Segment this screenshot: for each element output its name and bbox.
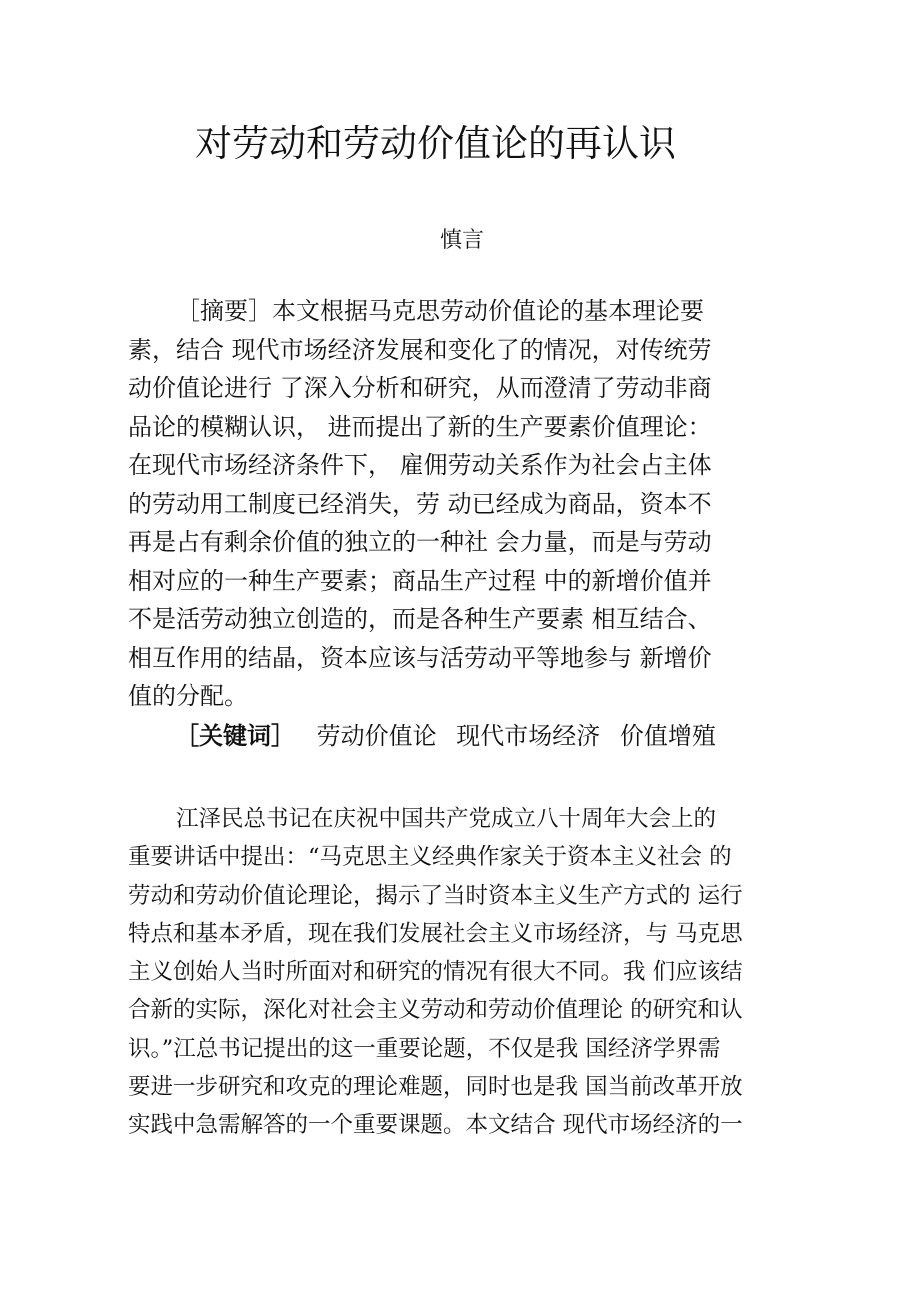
keyword-item: 价值增殖 bbox=[619, 722, 716, 750]
abstract-line: 不是活劳动独立创造的，而是各种生产要素 相互结合、 bbox=[128, 605, 712, 633]
body-line: 劳动和劳动价值论理论，揭示了当时资本主义生产方式的 运行 bbox=[128, 882, 743, 909]
abstract-line: 值的分配。 bbox=[128, 682, 248, 710]
keyword-item: 劳动价值论 bbox=[316, 722, 437, 750]
keywords-line bbox=[175, 717, 728, 755]
abstract-line: 动价值论进行 了深入分析和研究，从而澄清了劳动非商 bbox=[128, 374, 712, 402]
body-line: 特点和基本矛盾，现在我们发展社会主义市场经济，与 马克思 bbox=[128, 920, 743, 947]
abstract-line: 相对应的一种生产要素；商品生产过程 中的新增价值并 bbox=[128, 566, 712, 595]
author-name: 慎言 bbox=[440, 228, 485, 253]
body-line: 重要讲话中提出：“马克思主义经典作家关于资本主义社会 的 bbox=[128, 844, 732, 871]
body-paragraph bbox=[128, 800, 808, 1145]
abstract-section bbox=[128, 292, 808, 716]
body-line: 江泽民总书记在庆祝中国共产党成立八十周年大会上的 bbox=[176, 806, 717, 832]
body-line: 实践中急需解答的一个重要课题。本文结合 现代市场经济的一 bbox=[128, 1112, 743, 1139]
abstract-line: 再是占有剩余价值的独立的一种社 会力量，而是与劳动 bbox=[128, 528, 712, 556]
body-line: 要进一步研究和攻克的理论难题，同时也是我 国当前改革开放 bbox=[128, 1074, 743, 1101]
abstract-line: 相互作用的结晶，资本应该与活劳动平等地参与 新增价 bbox=[128, 643, 712, 672]
body-line: 识。”江总书记提出的这一重要论题，不仅是我 国经济学界需 bbox=[128, 1035, 721, 1062]
body-line: 主义创始人当时所面对和研究的情况有很大不同。我 们应该结 bbox=[128, 959, 743, 986]
document-title: 对劳动和劳动价值论的再认识 bbox=[195, 122, 676, 165]
body-line: 合新的实际，深化对社会主义劳动和劳动价值理论 的研究和认 bbox=[128, 997, 743, 1024]
keyword-item: 现代市场经济 bbox=[456, 722, 601, 750]
abstract-line: ［摘要］本文根据马克思劳动价值论的基本理论要 bbox=[176, 297, 704, 325]
abstract-line: 素，结合 现代市场经济发展和变化了的情况，对传统劳 bbox=[128, 335, 712, 364]
keywords-label: ［关键词］ bbox=[175, 722, 295, 750]
abstract-line: 品论的模糊认识， 进而提出了新的生产要素价值理论： bbox=[128, 412, 712, 441]
abstract-line: 在现代市场经济条件下， 雇佣劳动关系作为社会占主体 bbox=[128, 451, 712, 479]
abstract-line: 的劳动用工制度已经消失，劳 动已经成为商品，资本不 bbox=[128, 489, 712, 518]
